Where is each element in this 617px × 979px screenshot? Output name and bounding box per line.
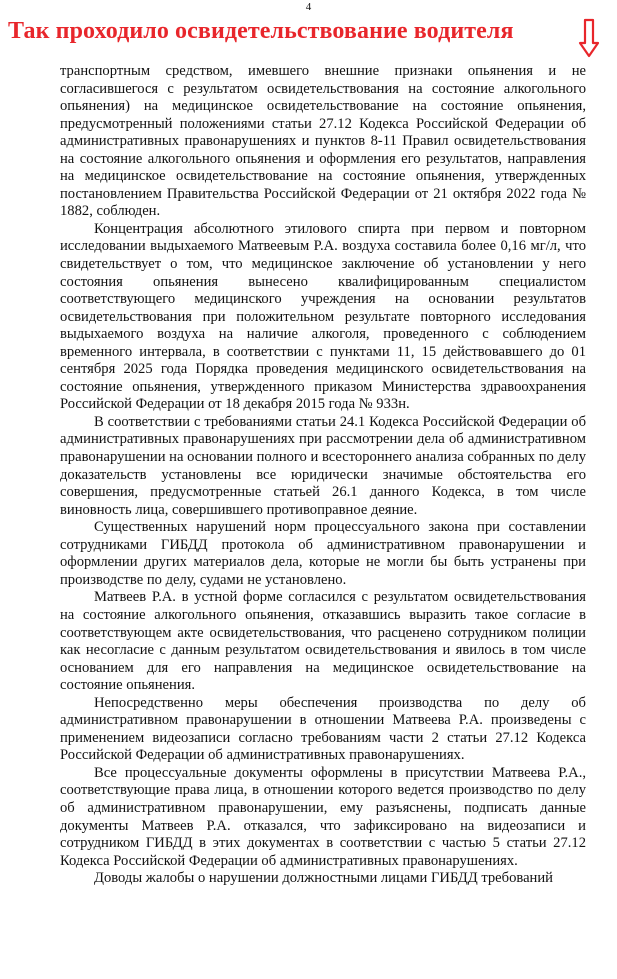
paragraph: Существенных нарушений норм процессуального закона при составлении сотрудниками ГИБДД протокола об административном правонарушении и оформлении других материалов дела, которые не могли бы быть устранены при производстве по делу, судами не установлено.: [60, 519, 586, 588]
page-number: 4: [305, 1, 312, 13]
paragraph: транспортным средством, имевшего внешние признаки опьянения и не согласившегося с результатом освидетельствования на состояние алкогольного опьянения) на медицинское освидетельствование на состояние опьянения, предусмотренный положениями статьи 27.12 Кодекса Российской Федерации об административных правонарушениях и пунктов 8-11 Правил освидетельствования на состояние алкогольного опьянения и оформления его результатов, направления на медицинское освидетельствование на состояние опьянения, утвержденных постановлением Правительства Российской Федерации от 21 октября 2022 года № 1882, соблюден.: [60, 63, 586, 220]
paragraph: Непосредственно меры обеспечения производства по делу об административном правонарушении в отношении Матвеева Р.А. произведены с применением видеозаписи согласно требованиям части 2 статьи 27.12 Кодекса Российской Федерации об административных правонарушениях.: [60, 694, 586, 764]
document-body: [60, 63, 586, 888]
banner-title: Так проходило освидетельствование водителя: [8, 18, 514, 44]
paragraph: Все процессуальные документы оформлены в присутствии Матвеева Р.А., соответствующие права лица, в отношении которого ведется производство по делу об административном правонарушении, ему разъяснены, подписать данные документы Матвеев Р.А. отказался, что зафиксировано на видеозаписи и сотрудником ГИБДД в этих документах в соответствии с частью 5 статьи 27.12 Кодекса Российской Федерации об административных правонарушениях.: [60, 764, 586, 869]
paragraph: Матвеев Р.А. в устной форме согласился с результатом освидетельствования на состояние алкогольного опьянения, отказавшись выразить такое согласие в соответствующем акте освидетельствования, что расценено сотрудником полиции как несогласие с данным результатом освидетельствования и явилось в том числе основанием для его направления на медицинское освидетельствование на состояние опьянения.: [60, 589, 586, 694]
down-arrow-icon: [578, 18, 600, 58]
paragraph: Доводы жалобы о нарушении должностными лицами ГИБДД требований: [94, 870, 553, 887]
paragraph: Концентрация абсолютного этилового спирта при первом и повторном исследовании выдыхаемого Матвеевым Р.А. воздуха составила более 0,16 мг/л, что свидетельствует о том, что медицинское заключение об установлении у него состояния опьянения вынесено квалифицированным специалистом соответствующего медицинского учреждения на основании результатов освидетельствования при положительном результате повторного исследования выдыхаемого воздуха на наличие алкоголя, проведенного с соблюдением временного интервала, в соответствии с пунктами 11, 15 действовавшего до 01 сентября 2025 года Порядка проведения медицинского освидетельствования на состояние опьянения, утвержденного приказом Министерства здравоохранения Российской Федерации от 18 декабря 2015 года № 933н.: [60, 220, 586, 413]
paragraph: В соответствии с требованиями статьи 24.1 Кодекса Российской Федерации об административных правонарушениях при рассмотрении дела об административном правонарушении на основании полного и всестороннего анализа собранных по делу доказательств установлены все юридически значимые обстоятельства его совершения, предусмотренные статьей 26.1 данного Кодекса, в том числе виновность лица, совершившего противоправное деяние.: [60, 413, 586, 518]
